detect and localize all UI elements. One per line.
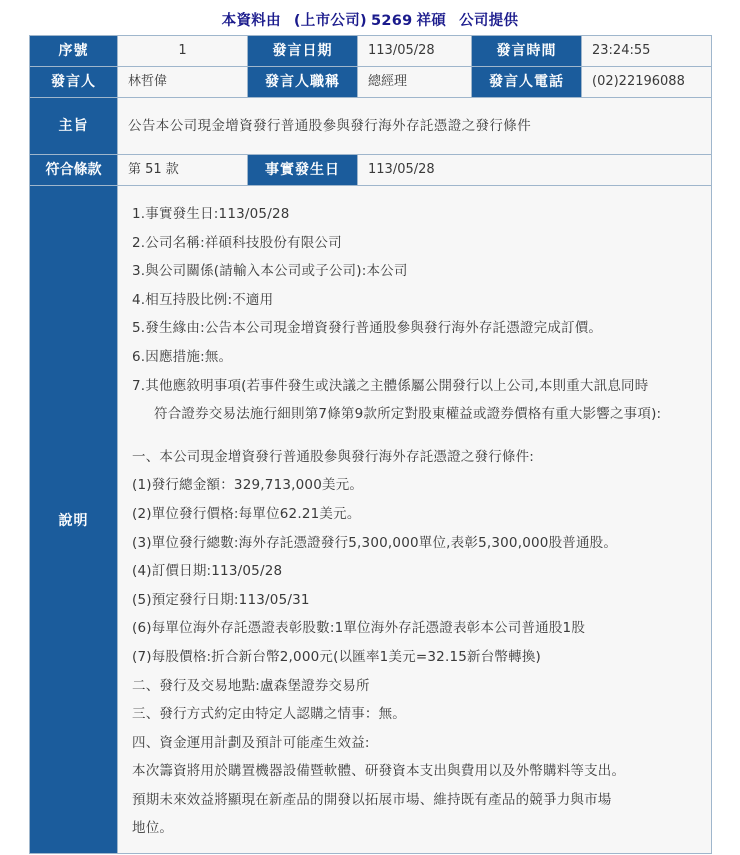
header-stock-code: 5269 — [370, 13, 413, 29]
header-prefix: 本資料由 — [221, 13, 281, 29]
table-row-subject — [30, 98, 712, 155]
row-label-spokesperson: 發言人 — [30, 67, 118, 98]
row-value-spokesperson-phone: (02)22196088 — [582, 67, 712, 98]
row-value-spokesperson-title: 總經理 — [358, 67, 472, 98]
description-line: 1.事實發生日:113/05/28 — [132, 206, 290, 222]
description-line: (6)每單位海外存託憑證表彰股數:1單位海外存託憑證表彰本公司普通股1股 — [132, 620, 586, 637]
table-row-description — [30, 186, 712, 854]
description-line: 四、資金運用計劃及預計可能產生效益: — [132, 734, 370, 751]
description-line: 二、發行及交易地點:盧森堡證券交易所 — [132, 677, 370, 694]
header-company-short: 祥碩 — [416, 13, 447, 29]
description-line: (4)訂價日期:113/05/28 — [132, 563, 283, 580]
description-line: 6.因應措施:無。 — [132, 348, 233, 365]
table-row — [30, 67, 712, 98]
row-label-speech-date: 發言日期 — [248, 36, 358, 67]
description-line: 地位。 — [132, 820, 174, 837]
description-line: (5)預定發行日期:113/05/31 — [132, 591, 310, 608]
description-line: 一、本公司現金增資發行普通股參與發行海外存託憑證之發行條件: — [132, 448, 535, 465]
row-label-fact-date: 事實發生日 — [248, 155, 358, 186]
description-line: 三、發行方式約定由特定人認購之情事：無。 — [132, 706, 406, 723]
header-suffix: 公司提供 — [459, 13, 519, 29]
row-label-clause: 符合條款 — [30, 155, 118, 186]
row-label-spokesperson-title: 發言人職稱 — [248, 67, 358, 98]
description-line: (1)發行總金額：329,713,000美元。 — [132, 477, 364, 494]
description-line: (3)單位發行總數:海外存託憑證發行5,300,000單位,表彰5,300,000股普通股。 — [132, 534, 618, 551]
row-value-clause: 第 51 款 — [118, 155, 248, 186]
table-row — [30, 36, 712, 67]
description-body — [132, 200, 699, 843]
row-value-serial: 1 — [118, 36, 248, 67]
announcement-table — [29, 35, 712, 854]
row-label-speech-time: 發言時間 — [472, 36, 582, 67]
row-value-speech-date: 113/05/28 — [358, 36, 472, 67]
table-row-clause — [30, 155, 712, 186]
description-line: 7.其他應敘明事項(若事件發生或決議之主體係屬公開發行以上公司,本則重大訊息同時 — [132, 377, 649, 394]
description-line: 5.發生緣由:公告本公司現金增資發行普通股參與發行海外存託憑證完成訂價。 — [132, 320, 603, 337]
row-label-subject: 主旨 — [30, 98, 118, 155]
row-value-description — [118, 186, 712, 854]
description-spacer — [132, 429, 699, 443]
description-line: 符合證券交易法施行細則第7條第9款所定對股東權益或證券價格有重大影響之事項): — [154, 406, 662, 423]
page-title — [0, 9, 740, 30]
row-value-subject: 公告本公司現金增資發行普通股參與發行海外存託憑證之發行條件 — [118, 98, 712, 155]
description-line: 3.與公司關係(請輸入本公司或子公司):本公司 — [132, 263, 408, 280]
row-value-speech-time: 23:24:55 — [582, 36, 712, 67]
description-line: 2.公司名稱:祥碩科技股份有限公司 — [132, 234, 342, 251]
row-value-fact-date: 113/05/28 — [358, 155, 712, 186]
row-label-description: 說明 — [30, 186, 118, 854]
row-label-serial: 序號 — [30, 36, 118, 67]
description-line: 預期未來效益將顯現在新產品的開發以拓展市場、維持既有產品的競爭力與市場 — [132, 791, 612, 808]
description-line: (2)單位發行價格:每單位62.21美元。 — [132, 505, 361, 522]
header-market-type: (上市公司) — [293, 13, 367, 29]
row-value-spokesperson: 林哲偉 — [118, 67, 248, 98]
description-line: 本次籌資將用於購置機器設備暨軟體、研發資本支出與費用以及外幣購料等支出。 — [132, 763, 626, 780]
row-label-spokesperson-phone: 發言人電話 — [472, 67, 582, 98]
description-line: 4.相互持股比例:不適用 — [132, 291, 274, 308]
description-line: (7)每股價格:折合新台幣2,000元(以匯率1美元=32.15新台幣轉換) — [132, 648, 542, 665]
